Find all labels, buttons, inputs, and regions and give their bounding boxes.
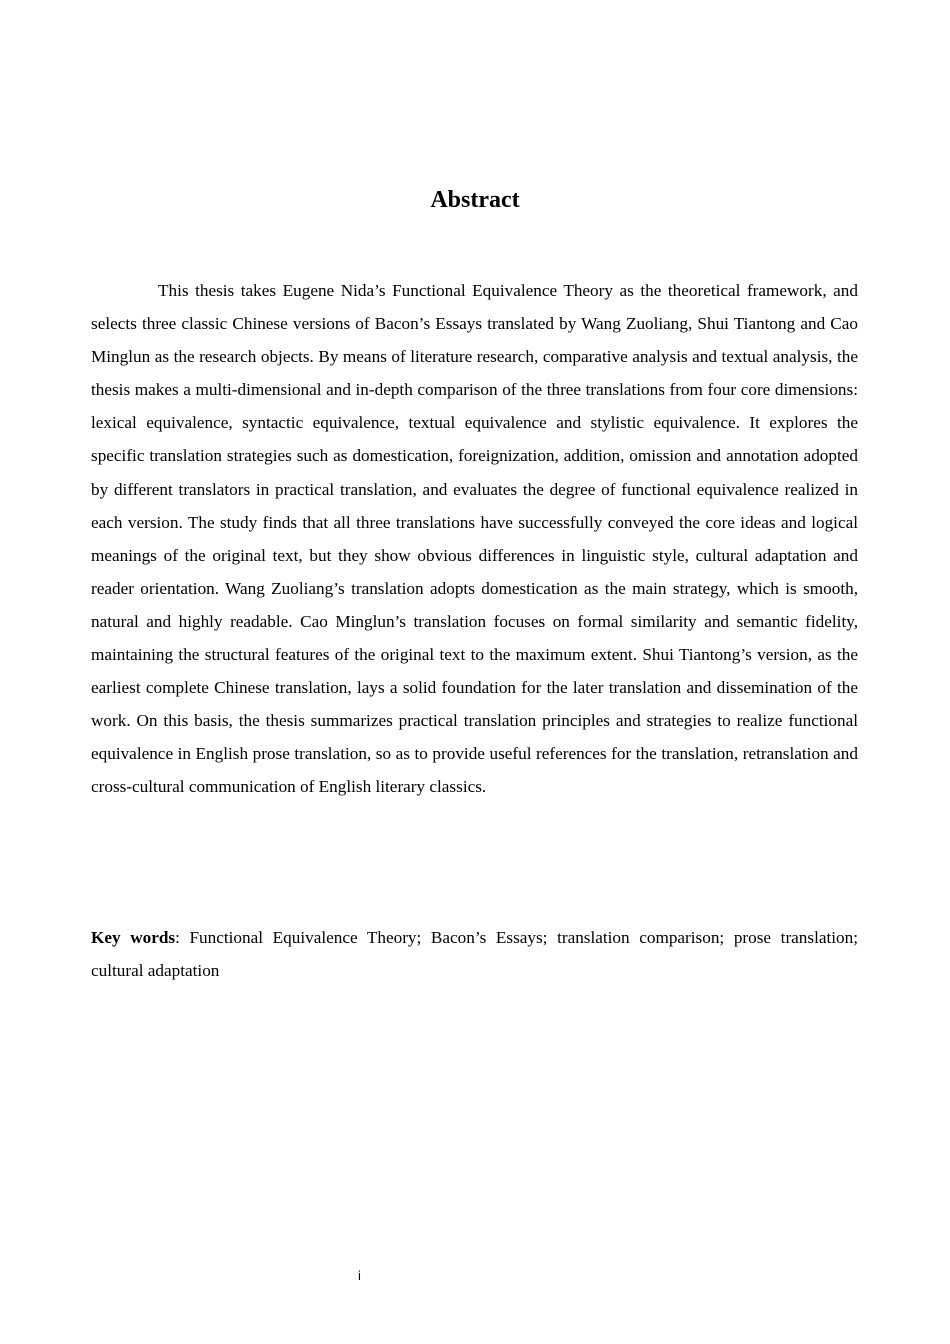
page-title: Abstract xyxy=(430,187,520,213)
page-number: i xyxy=(358,1268,361,1283)
keywords-list: Functional Equivalence Theory; Bacon’s Essays; translation comparison; prose translation; cultural adaptation xyxy=(91,928,858,981)
keywords-paragraph xyxy=(91,921,858,987)
abstract-paragraph: This thesis takes Eugene Nida’s Functional Equivalence Theory as the theoretical framework, and selects three classic Chinese versions of Bacon’s Essays translated by Wang Zuoliang, Shui Tiantong and Cao Minglun as the research objects. By means of literature research, comparative analysis and textual analysis, the thesis makes a multi-dimensional and in-depth comparison of the three translations from four core dimensions: lexical equivalence, syntactic equivalence, textual equivalence and stylistic equivalence. It explores the specific translation strategies such as domestication, foreignization, addition, omission and annotation adopted by different translators in practical translation, and evaluates the degree of functional equivalence realized in each version. The study finds that all three translations have successfully conveyed the core ideas and logical meanings of the original text, but they show obvious differences in linguistic style, cultural adaptation and reader orientation. Wang Zuoliang’s translation adopts domestication as the main strategy, which is smooth, natural and highly readable. Cao Minglun’s translation focuses on formal similarity and semantic fidelity, maintaining the structural features of the original text to the maximum extent. Shui Tiantong’s version, as the earliest complete Chinese translation, lays a solid foundation for the later translation and dissemination of the work. On this basis, the thesis summarizes practical translation principles and strategies to realize functional equivalence in English prose translation, so as to provide useful references for the translation, retranslation and cross-cultural communication of English literary classics. xyxy=(91,281,858,797)
keywords-separator: : xyxy=(175,928,190,947)
keywords-label: Key words xyxy=(91,928,176,947)
